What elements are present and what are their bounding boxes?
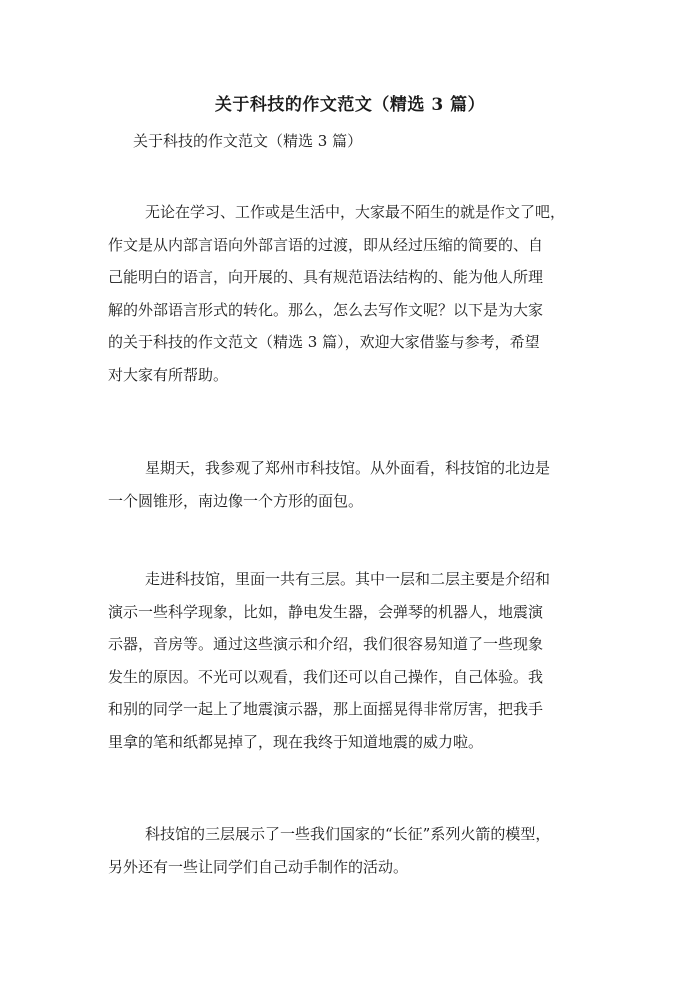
paragraph-line: 己能明白的语言，向开展的、具有规范语法结构的、能为他人所理 [108, 268, 544, 286]
paragraph-line: 星期天，我参观了郑州市科技馆。从外面看，科技馆的北边是 [145, 459, 551, 477]
paragraph-line: 走进科技馆，里面一共有三层。其中一层和二层主要是介绍和 [145, 570, 551, 588]
paragraph-line: 里拿的笔和纸都晃掉了，现在我终于知道地震的威力啦。 [108, 732, 484, 751]
paragraph-intro [108, 196, 628, 391]
paragraph-line: 一个圆锥形，南边像一个方形的面包。 [108, 491, 364, 510]
paragraph-line: 发生的原因。不光可以观看，我们还可以自己操作，自己体验。我 [108, 667, 544, 686]
paragraph-line: 和别的同学一起上了地震演示器，那上面摇晃得非常厉害，把我手 [108, 700, 544, 718]
paragraph-line: 示器，音房等。通过这些演示和介绍，我们很容易知道了一些现象 [108, 635, 544, 653]
paragraph-line: 科技馆的三层展示了一些我们国家的“长征”系列火箭的模型， [145, 825, 551, 843]
paragraph-line: 作文是从内部言语向外部言语的过渡，即从经过压缩的简要的、自 [108, 235, 544, 254]
paragraph-line: 另外还有一些让同学们自己动手制作的活动。 [108, 857, 409, 876]
paragraph-line: 对大家有所帮助。 [108, 365, 229, 384]
paragraph-line: 的关于科技的作文范文（精选 3 篇），欢迎大家借鉴与参考，希望 [108, 333, 540, 351]
paragraph-line: 解的外部语言形式的转化。那么，怎么去写作文呢？以下是为大家 [108, 300, 544, 319]
paragraph-third-floor [108, 818, 628, 883]
paragraph-line: 无论在学习、工作或是生活中，大家最不陌生的就是作文了吧， [145, 203, 566, 221]
paragraph-inside [108, 563, 628, 758]
paragraph-line: 演示一些科学现象，比如，静电发生器，会弹琴的机器人，地震演 [108, 602, 544, 621]
document-title: 关于科技的作文范文（精选 3 篇） [214, 95, 486, 115]
paragraph-visit [108, 452, 628, 517]
document-subtitle: 关于科技的作文范文（精选 3 篇） [133, 132, 363, 150]
